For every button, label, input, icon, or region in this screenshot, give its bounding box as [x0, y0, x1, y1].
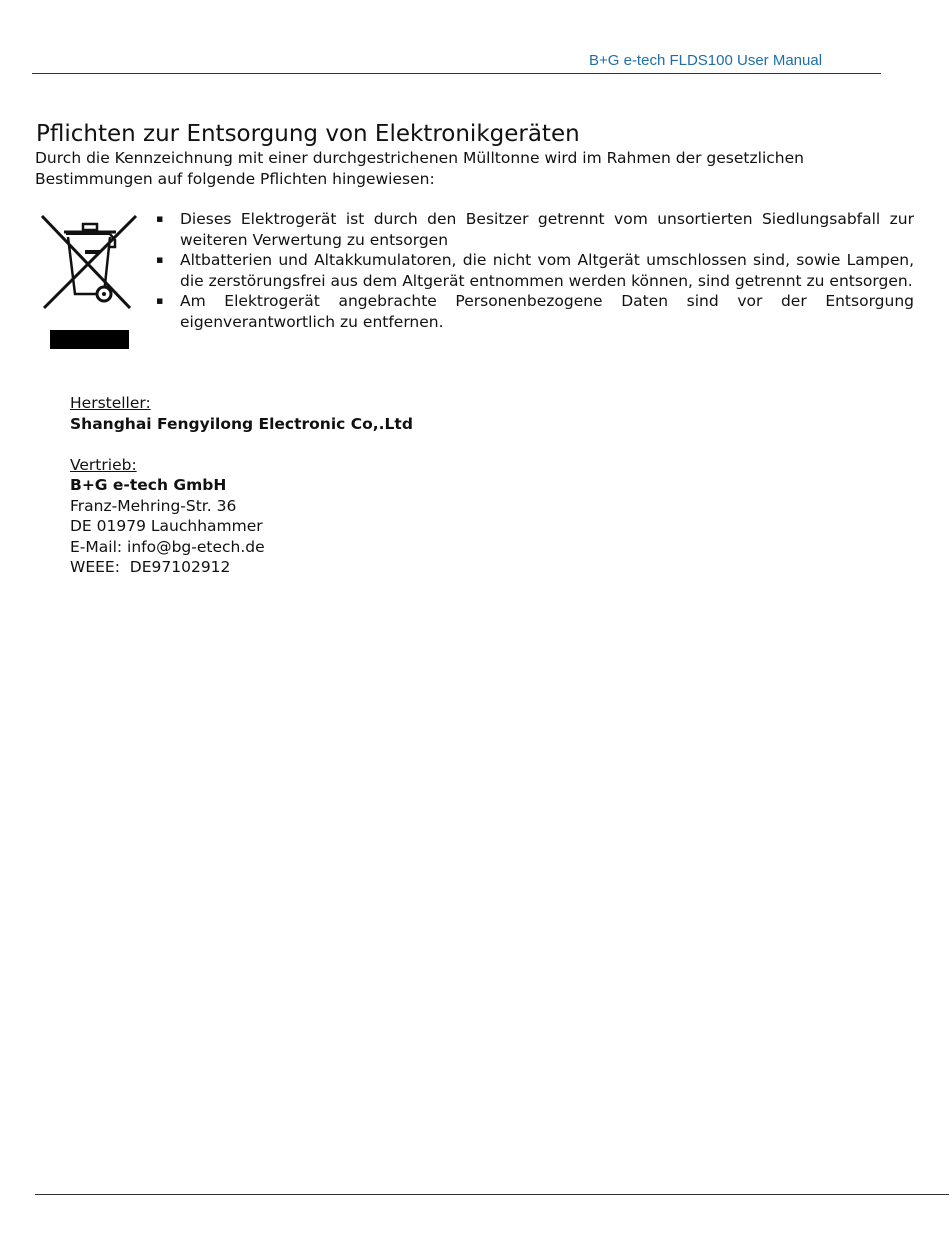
contact-block — [70, 393, 670, 578]
bullet-marker: ▪ — [156, 294, 164, 307]
intro-paragraph — [35, 148, 915, 189]
disposal-obligations-list — [155, 209, 914, 332]
manufacturer-name: Shanghai Fengyilong Electronic Co,.Ltd — [70, 414, 413, 433]
header-divider — [32, 73, 881, 74]
list-item — [155, 209, 914, 250]
intro-line-1: Durch die Kennzeichnung mit einer durchgestrichenen Mülltonne wird im Rahmen der gesetzlichen — [35, 149, 804, 167]
distributor-email: E-Mail: info@bg-etech.de — [70, 537, 265, 556]
distributor-city: DE 01979 Lauchhammer — [70, 517, 263, 535]
distributor-weee-number: WEEE: DE97102912 — [70, 558, 231, 576]
page-title: Pflichten zur Entsorgung von Elektronikgeräten — [36, 121, 580, 147]
list-item-text: Altbatterien und Altakkumulatoren, die nicht vom Altgerät umschlossen sind, sowie Lampen, die zerstörungsfrei aus dem Altgerät entnommen werden können, sind getrennt zu entsorgen. — [180, 251, 914, 290]
distributor-street: Franz-Mehring-Str. 36 — [70, 496, 237, 515]
distributor-label: Vertrieb: — [70, 455, 137, 474]
list-item — [155, 291, 914, 332]
footer-divider — [35, 1194, 949, 1195]
bullet-marker: ▪ — [156, 253, 164, 266]
crossed-out-wheelie-bin-icon — [38, 212, 140, 352]
list-item — [155, 250, 914, 291]
bullet-marker: ▪ — [156, 212, 164, 225]
running-header-title: B+G e-tech FLDS100 User Manual — [589, 52, 823, 69]
list-item-text: Dieses Elektrogerät ist durch den Besitzer getrennt vom unsortierten Siedlungsabfall zur weiteren Verwertung zu entsorgen — [180, 210, 914, 249]
contact-spacer — [70, 434, 670, 455]
intro-line-2: Bestimmungen auf folgende Pflichten hingewiesen: — [35, 169, 435, 188]
manufacturer-label: Hersteller: — [70, 394, 151, 412]
distributor-name: B+G e-tech GmbH — [70, 476, 227, 494]
list-item-text: Am Elektrogerät angebrachte Personenbezogene Daten sind vor der Entsorgung eigenverantwortlich zu entfernen. — [180, 292, 914, 331]
